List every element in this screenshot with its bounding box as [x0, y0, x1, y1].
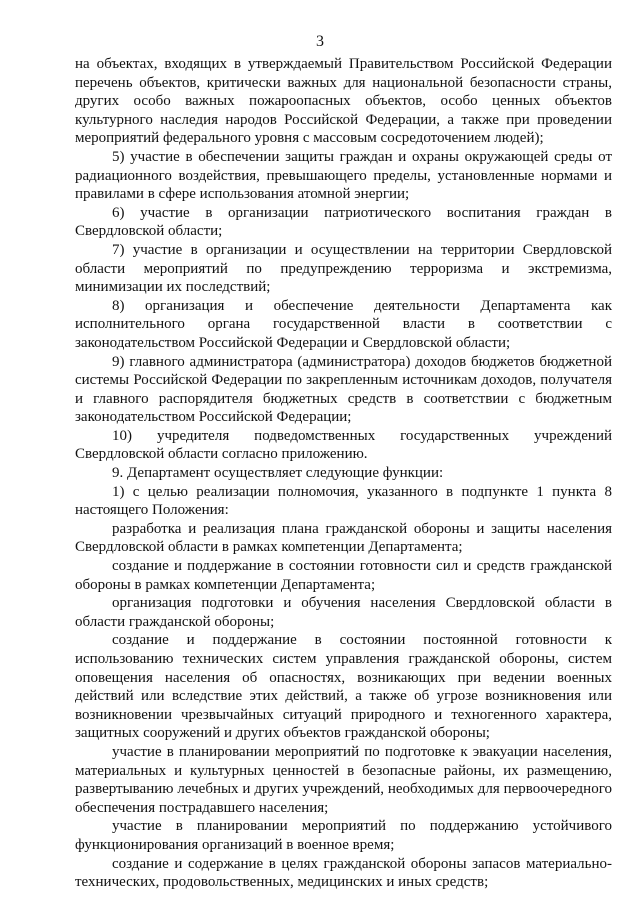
- paragraph-function-readiness: создание и поддержание в состоянии готовности сил и средств гражданской обороны в рамках компетенции Департамента;: [75, 558, 612, 593]
- paragraph-function-systems: создание и поддержание в состоянии постоянной готовности к использованию технических систем управления гражданской обороны, систем оповещения населения об опасностях, возникающих при ведении военных действий или вследствие этих действий, а также об угрозе возникновения или возникновении чрезвычайных ситуаций природного и техногенного характера, защитных сооружений и других объектов гражданской обороны;: [75, 632, 612, 742]
- paragraph-function-training: организация подготовки и обучения населения Свердловской области в области гражданской обороны;: [75, 595, 612, 630]
- paragraph-item-5: 5) участие в обеспечении защиты граждан и охраны окружающей среды от радиационного воздействия, превышающего пределы, установленные нормами и правилами в сфере использования атомной энергии;: [75, 148, 612, 203]
- paragraph-item-7: 7) участие в организации и осуществлении на территории Свердловской области мероприятий по предупреждению терроризма и экстремизма, минимизации их последствий;: [75, 241, 612, 296]
- paragraph-subitem-1: 1) с целью реализации полномочия, указанного в подпункте 1 пункта 8 настоящего Положения:: [75, 483, 612, 519]
- paragraph-item-9: 9) главного администратора (администратора) доходов бюджетов бюджетной системы Российской Федерации по закрепленным источникам доходов, получателя и главного распорядителя бюджетных средств в соответствии с бюджетным законодательством Российской Федерации;: [75, 353, 612, 426]
- page-number: 3: [316, 33, 324, 50]
- paragraph-item-8: 8) организация и обеспечение деятельности Департамента как исполнительного органа государственной власти в соответствии с законодательством Российской Федерации и Свердловской области;: [75, 297, 612, 351]
- paragraph-continuation: на объектах, входящих в утверждаемый Правительством Российской Федерации перечень объектов, критически важных для национальной безопасности страны, других особо важных пожароопасных объектов, особо ценных объектов культурного наследия народов Российской Федерации, а также при проведении мероприятий федерального уровня с массовым сосредоточением людей);: [75, 56, 612, 147]
- paragraph-section-9-heading: 9. Департамент осуществляет следующие функции:: [112, 465, 444, 482]
- paragraph-function-plan: разработка и реализация плана гражданской обороны и защиты населения Свердловской области в рамках компетенции Департамента;: [75, 520, 612, 556]
- paragraph-function-reserves: создание и содержание в целях гражданской обороны запасов материально-технических, продовольственных, медицинских и иных средств;: [75, 855, 612, 891]
- paragraph-function-evacuation: участие в планировании мероприятий по подготовке к эвакуации населения, материальных и культурных ценностей в безопасные районы, их размещению, развертыванию лечебных и других учреждений, необходимых для первоочередного обеспечения пострадавшего населения;: [75, 743, 612, 816]
- paragraph-item-10: 10) учредителя подведомственных государственных учреждений Свердловской области согласно приложению.: [75, 427, 612, 463]
- paragraph-item-6: 6) участие в организации патриотического воспитания граждан в Свердловской области;: [75, 204, 612, 240]
- document-body: [75, 55, 612, 892]
- paragraph-function-stability: участие в планировании мероприятий по поддержанию устойчивого функционирования организаций в военное время;: [75, 818, 612, 853]
